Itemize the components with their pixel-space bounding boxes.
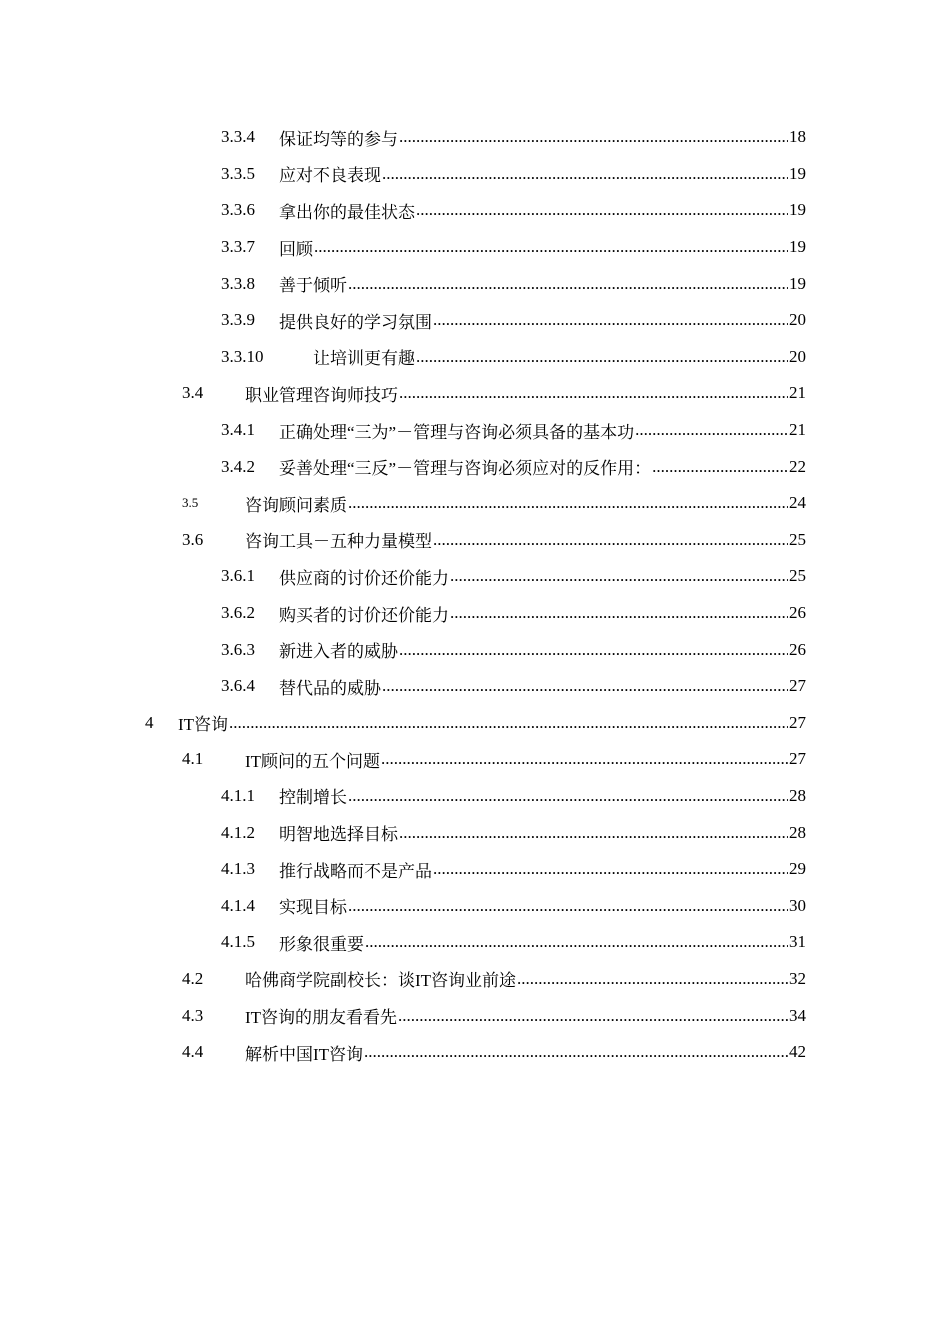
toc-entry-number: 3.3.5 [221,163,255,183]
toc-entry-3-3-4[interactable] [0,119,950,156]
toc-entry-3-6-2[interactable] [0,595,950,632]
toc-entry-3-6-3[interactable] [0,631,950,668]
dot-leader [399,127,788,147]
dot-leader [399,640,788,660]
toc-entry-number: 3.3.6 [221,200,255,220]
toc-entry-title: 回顾 [279,239,313,259]
toc-entry-page: 18 [789,127,806,147]
toc-entry-3-3-8[interactable] [0,265,950,302]
toc-entry-3-6[interactable] [0,522,950,559]
toc-entry-title: 拿出你的最佳状态 [279,202,415,222]
toc-entry-4-1-2[interactable] [0,814,950,851]
toc-entry-number: 3.3.10 [221,346,264,366]
toc-entry-page: 34 [789,1005,806,1025]
toc-entry-title: 让培训更有趣 [313,349,415,369]
toc-entry-page: 28 [789,785,806,805]
dot-leader [399,383,788,403]
toc-entry-4[interactable] [0,705,950,742]
toc-entry-page: 19 [789,273,806,293]
toc-entry-3-6-4[interactable] [0,668,950,705]
dot-leader [433,859,788,879]
dot-leader [399,823,788,843]
toc-entry-title: 实现目标 [279,898,347,918]
toc-entry-page: 19 [789,237,806,257]
toc-entry-number: 3.6.2 [221,603,255,623]
dot-leader [348,786,788,806]
toc-entry-3-3-9[interactable] [0,302,950,339]
toc-entry-3-3-10[interactable] [0,339,950,376]
toc-entry-title: 控制增长 [279,788,347,808]
toc-entry-number: 4.1.2 [221,822,255,842]
toc-entry-number: 3.4 [182,383,204,403]
toc-entry-4-3[interactable] [0,997,950,1034]
toc-entry-page: 27 [789,712,806,732]
toc-entry-page: 19 [789,163,806,183]
toc-entry-title: 形象很重要 [279,934,364,954]
toc-entry-page: 25 [789,529,806,549]
dot-leader [450,566,788,586]
dot-leader [229,713,788,733]
toc-entry-4-4[interactable] [0,1034,950,1071]
toc-entry-title: 善于倾听 [279,276,347,296]
toc-entry-title: 明智地选择目标 [279,825,398,845]
toc-entry-page: 25 [789,566,806,586]
dot-leader [433,530,788,550]
toc-entry-page: 24 [789,493,806,513]
toc-entry-title: 保证均等的参与 [279,129,398,149]
dot-leader [364,1042,788,1062]
toc-entry-title: 新进入者的威胁 [279,642,398,662]
toc-entry-title: 咨询顾问素质 [245,495,347,515]
dot-leader [635,420,788,440]
toc-entry-page: 31 [789,932,806,952]
dot-leader [652,457,788,477]
dot-leader [314,237,788,257]
toc-entry-title: 供应商的讨价还价能力 [279,568,449,588]
toc-entry-title: 哈佛商学院副校长：谈IT咨询业前途 [245,971,517,991]
toc-entry-title: 职业管理咨询师技巧 [245,385,398,405]
toc-entry-page: 21 [789,420,806,440]
toc-entry-page: 20 [789,346,806,366]
dot-leader [416,200,788,220]
dot-leader [382,676,788,696]
toc-entry-title: 正确处理“三为”－管理与咨询必须具备的基本功 [279,422,635,442]
toc-entry-number: 4.1 [182,749,204,769]
toc-entry-number: 3.4.1 [221,420,255,440]
toc-entry-number: 4.3 [182,1005,204,1025]
toc-entry-number: 4.1.3 [221,859,255,879]
toc-entry-4-1[interactable] [0,741,950,778]
toc-entry-3-3-6[interactable] [0,192,950,229]
dot-leader [382,164,788,184]
toc-entry-number: 3.6 [182,529,204,549]
toc-entry-title: IT咨询 [178,715,229,735]
dot-leader [450,603,788,623]
toc-entry-page: 32 [789,968,806,988]
toc-entry-title: 提供良好的学习氛围 [279,312,432,332]
dot-leader [398,1006,788,1026]
dot-leader [416,347,788,367]
toc-entry-page: 30 [789,895,806,915]
toc-entry-3-3-7[interactable] [0,229,950,266]
dot-leader [348,274,788,294]
toc-entry-title: IT咨询的朋友看看先 [245,1008,398,1028]
toc-entry-3-4[interactable] [0,375,950,412]
toc-entry-title: 解析中国IT咨询 [245,1044,364,1064]
table-of-contents [0,119,950,1070]
toc-entry-number: 4.4 [182,1042,204,1062]
toc-entry-3-5[interactable] [0,485,950,522]
toc-entry-page: 26 [789,639,806,659]
toc-entry-page: 22 [789,456,806,476]
toc-entry-number: 3.3.4 [221,127,255,147]
dot-leader [348,896,788,916]
toc-entry-title: IT顾问的五个问题 [245,751,381,771]
toc-entry-4-1-5[interactable] [0,924,950,961]
toc-entry-number: 4.1.1 [221,785,255,805]
toc-entry-3-6-1[interactable] [0,558,950,595]
toc-entry-4-1-1[interactable] [0,778,950,815]
toc-entry-title: 应对不良表现 [279,166,381,186]
dot-leader [365,932,788,952]
toc-entry-3-3-5[interactable] [0,156,950,193]
toc-entry-number: 3.4.2 [221,456,255,476]
toc-entry-page: 27 [789,749,806,769]
toc-entry-4-1-3[interactable] [0,851,950,888]
dot-leader [517,969,788,989]
toc-entry-page: 42 [789,1042,806,1062]
toc-entry-number: 3.6.4 [221,676,255,696]
toc-entry-page: 19 [789,200,806,220]
toc-entry-number: 3.3.8 [221,273,255,293]
dot-leader [348,493,788,513]
toc-entry-number: 3.5 [182,495,199,511]
toc-entry-number: 3.3.7 [221,237,255,257]
toc-entry-page: 29 [789,859,806,879]
toc-entry-3-4-1[interactable] [0,412,950,449]
toc-entry-number: 3.6.3 [221,639,255,659]
toc-entry-title: 推行战略而不是产品 [279,861,432,881]
toc-entry-number: 4.1.4 [221,895,255,915]
toc-entry-number: 4.2 [182,968,204,988]
dot-leader [433,310,788,330]
toc-entry-title: 咨询工具－五种力量模型 [245,532,432,552]
toc-entry-page: 20 [789,310,806,330]
toc-entry-title: 购买者的讨价还价能力 [279,605,449,625]
toc-entry-number: 3.6.1 [221,566,255,586]
toc-entry-title: 替代品的威胁 [279,678,381,698]
toc-entry-4-1-4[interactable] [0,887,950,924]
toc-entry-number: 4 [145,712,154,732]
dot-leader [381,749,788,769]
toc-entry-3-4-2[interactable] [0,448,950,485]
toc-entry-number: 3.3.9 [221,310,255,330]
toc-entry-page: 21 [789,383,806,403]
toc-entry-page: 27 [789,676,806,696]
toc-entry-title: 妥善处理“三反”－管理与咨询必须应对的反作用： [279,459,652,479]
toc-entry-page: 28 [789,822,806,842]
toc-entry-page: 26 [789,603,806,623]
toc-entry-number: 4.1.5 [221,932,255,952]
toc-entry-4-2[interactable] [0,961,950,998]
